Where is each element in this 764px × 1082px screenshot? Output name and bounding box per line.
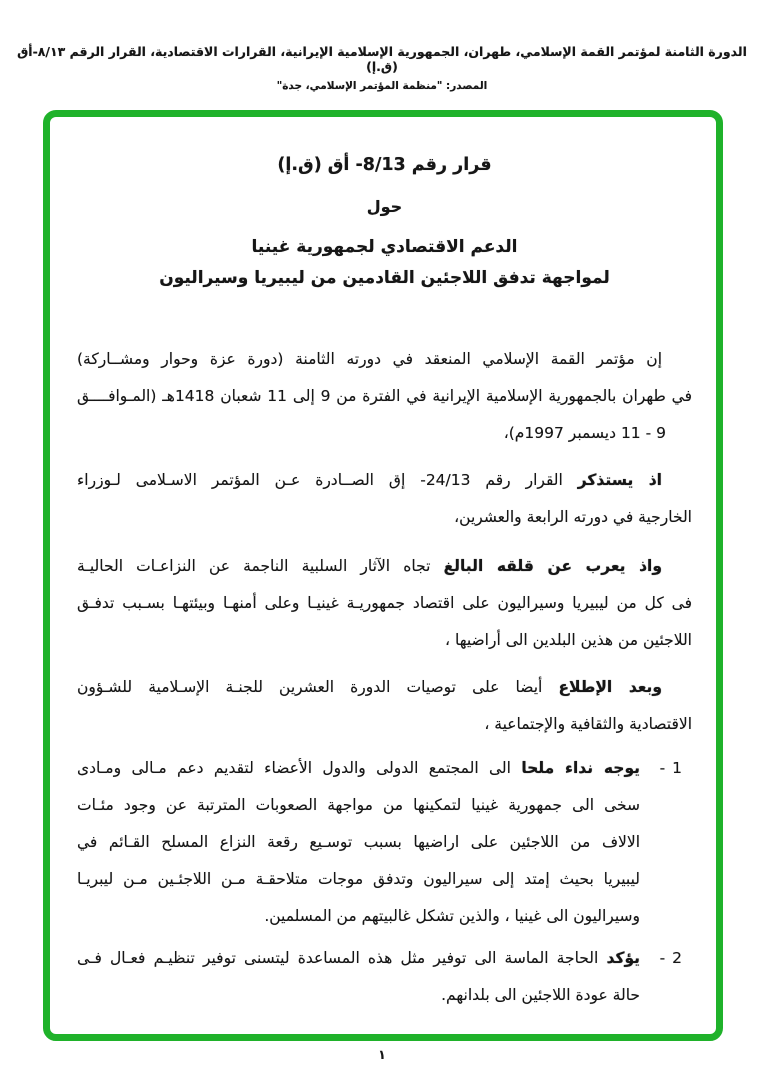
text-line — [77, 824, 640, 861]
line-text: في طهران بالجمهورية الإسلامية الإيرانية في الفترة من 9 إلى 11 شعبان 1418هـ (المـوافــــق — [77, 386, 692, 405]
line-text: حالة عودة اللاجئين الى بلدانهم. — [441, 985, 640, 1004]
preamble-paragraph — [77, 669, 692, 743]
line-text: فى كل من ليبيريا وسيراليون على اقتصاد جمهوريـة غينيـا وعلى أمنهـا وبيئتهـا بسـبب تدفـق — [77, 593, 692, 612]
line-text: إن مؤتمر القمة الإسلامي المنعقد في دورته الثامنة (دورة عزة وحوار ومشــاركة) — [77, 349, 662, 368]
operative-item-2 — [77, 940, 692, 1014]
text-line — [77, 341, 692, 378]
text-line — [77, 462, 692, 499]
line-text: الحاجة الماسة الى توفير مثل هذه المساعدة ليتسنى توفير تنظيـم فعـال فـى — [77, 948, 607, 967]
text-line — [77, 622, 692, 659]
line-text: أيضا على توصيات الدورة العشرين للجنـة الإسـلامية للشـؤون — [77, 677, 559, 696]
text-line — [77, 669, 692, 706]
text-line — [77, 378, 692, 415]
lead-phrase: اذ يستذكر — [577, 470, 662, 489]
title-subject-line: الدعم الاقتصادي لجمهورية غينيا — [251, 236, 518, 257]
lead-phrase: وبعد الإطلاع — [558, 677, 662, 696]
lead-phrase: يوجه نداء ملحا — [521, 758, 640, 777]
lead-phrase: يؤكد — [606, 948, 640, 967]
text-line — [77, 940, 640, 977]
line-text: الخارجية في دورته الرابعة والعشرين، — [454, 507, 692, 526]
green-border-frame — [43, 110, 723, 1041]
text-line — [77, 499, 692, 536]
text-line — [77, 548, 692, 585]
resolution-number-title: قرار رقم 8/13- أق (ق.إ) — [277, 155, 492, 175]
resolution-title-block — [77, 117, 692, 291]
text-line — [77, 977, 640, 1014]
text-line — [77, 750, 640, 787]
item-number: 1 - — [659, 758, 683, 777]
item-text — [77, 940, 640, 1014]
text-line — [77, 585, 692, 622]
document-source-header — [0, 44, 764, 92]
operative-item-1 — [77, 750, 692, 935]
line-text: الالاف من اللاجئين على اراضيها بسبب توسـيع رقعة النزاع المسلح القـائم في — [77, 832, 640, 851]
line-text: وسيراليون الى غينيا ، والذين تشكل غالبيتهم من المسلمين. — [264, 906, 640, 925]
line-text: سخى الى جمهورية غينيا لتمكينها من مواجهة الصعوبات المترتبة عن وجود مئـات — [77, 795, 640, 814]
resolution-body — [77, 341, 692, 1014]
preamble-paragraph — [77, 341, 692, 452]
line-text: ليبيريا بحيث إمتد إلى سيراليون وتدفق موجات متلاحقـة مـن اللاجئـين مـن ليبريـا — [77, 869, 640, 888]
page-number: ١ — [378, 1048, 386, 1063]
item-text — [77, 750, 640, 935]
line-text: الى المجتمع الدولى والدول الأعضاء لتقديم دعم مـالى ومـادى — [77, 758, 522, 777]
line-text: 9 - 11 ديسمبر 1997م)، — [503, 423, 666, 442]
line-text: القرار رقم 24/13- إق الصــادرة عـن المؤتمر الاسـلامى لـوزراء — [77, 470, 578, 489]
line-text: اللاجئين من هذين البلدين الى أراضيها ، — [445, 630, 692, 649]
item-number: 2 - — [659, 948, 683, 967]
title-about-word: حول — [366, 197, 403, 217]
preamble-paragraph — [77, 548, 692, 659]
line-text: تجاه الآثار السلبية الناجمة عن النزاعـات الحاليـة — [77, 556, 444, 575]
header-citation-line: الدورة الثامنة لمؤتمر القمة الإسلامي، طهران، الجمهورية الإسلامية الإيرانية، القرارات الاقتصادية، القرار الرقم ٨/١٣-أق (ق.إ) — [17, 44, 747, 74]
line-text: الاقتصادية والثقافية والإجتماعية ، — [484, 714, 692, 733]
text-line — [77, 706, 692, 743]
preamble-paragraph — [77, 462, 692, 536]
text-line — [77, 898, 640, 935]
lead-phrase: واذ يعرب عن قلقه البالغ — [443, 556, 662, 575]
text-line — [77, 861, 640, 898]
header-source-line: المصدر: "منظمة المؤتمر الإسلامي، جدة" — [276, 80, 488, 92]
title-subject-line-2: لمواجهة تدفق اللاجئين القادمين من ليبيريا وسيراليون — [159, 268, 610, 289]
text-line — [77, 415, 692, 452]
document-content — [50, 117, 716, 1034]
text-line — [77, 787, 640, 824]
